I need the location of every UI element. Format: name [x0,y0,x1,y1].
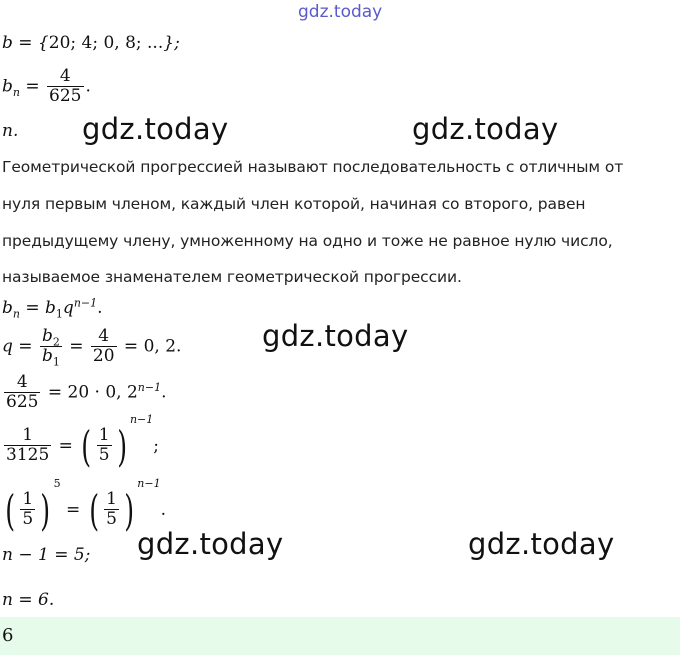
eq5-end: . [160,500,166,520]
paren-open: ( [81,421,92,471]
eq3-numerator: 4 [16,372,28,392]
eq3-end: . [161,382,167,403]
eq3-rhs: = 20 · 0, 2 [42,382,138,403]
q-num2: 4 [98,326,110,346]
formula-b: b [2,298,13,318]
q-computation [2,326,182,369]
q-num-b: b [41,326,53,346]
equation-4 [2,413,159,471]
eq3-denominator: 625 [6,391,39,412]
bn-subscript: n [12,86,20,100]
eq4-end: ; [153,436,159,456]
find-n: n. [2,121,19,141]
watermark: gdz.today [82,112,229,146]
watermark: gdz.today [137,527,284,561]
answer-box [0,617,680,655]
eq4-eq: = [53,436,79,456]
eq5-denominator-1: 5 [22,509,34,530]
watermark: gdz.today [262,319,409,353]
eq4-fraction [4,427,51,465]
formula-end: . [97,298,103,318]
eq5-eq: = [60,500,86,520]
formula-sub-1: 1 [55,307,63,321]
paren-close: ) [124,485,135,535]
equation-5 [2,477,166,535]
eq5-exponent-2: n−1 [137,477,161,490]
eq5-numerator-1: 1 [22,489,34,510]
q-eq1: = [63,336,89,357]
eq4-denominator: 3125 [6,445,50,466]
definition-line-2: нуля первым членом, каждый член которой, начиная со второго, равен [2,195,586,213]
q-num-sub: 2 [52,335,60,349]
watermark: gdz.today [412,112,559,146]
equation-6: n − 1 = 5; [2,545,91,565]
bn-numerator: 4 [59,66,71,86]
formula-sub-n: n [12,307,20,321]
paren-close: ) [40,485,51,535]
paren-close: ) [116,421,127,471]
bn-fraction [47,68,83,106]
given-bn [2,68,91,106]
eq5-fraction-1 [20,491,35,529]
eq5-fraction-2 [104,491,119,529]
eq5-denominator-2: 5 [106,509,117,530]
eq4-inner-fraction [97,427,112,465]
seq-prefix: b = { [2,33,49,53]
eq3-exponent: n−1 [137,381,162,395]
watermark-top: gdz.today [298,2,383,22]
eq4-numerator: 1 [22,425,34,446]
eq5-numerator-2: 1 [106,489,117,510]
bn-symbol: b [2,76,13,97]
q-den2: 20 [92,345,115,366]
formula-eq: = b [19,298,56,318]
equation-3 [2,374,167,412]
formula-exponent: n−1 [73,296,98,310]
q-result: = 0, 2. [118,336,182,357]
seq-suffix: }; [163,33,180,53]
watermark: gdz.today [468,527,615,561]
definition-line-4: называемое знаменателем геометрической прогрессии. [2,268,462,286]
eq4-exponent: n−1 [129,413,154,426]
q-label: q = [2,336,38,357]
formula-q: q [62,298,74,318]
definition-line-1: Геометрической прогрессией называют последовательность с отличным от [2,158,624,176]
bn-denominator: 625 [49,85,82,106]
given-sequence [2,33,180,53]
eq4-inner-numerator: 1 [98,425,110,446]
q-den-b: b [41,345,53,366]
q-value-fraction [91,328,117,366]
answer-value: 6 [2,625,14,646]
equation-7: n = 6. [2,590,55,610]
eq4-inner-denominator: 5 [98,445,110,466]
eq3-fraction [4,374,40,412]
eq5-exponent-1: 5 [53,477,61,490]
formula-general-term [2,296,103,321]
q-den-sub: 1 [52,355,60,369]
paren-open: ( [5,485,16,535]
seq-values: 20; 4; 0, 8; ... [48,33,164,53]
q-ratio-fraction [40,326,62,369]
paren-open: ( [88,485,99,535]
bn-end: . [85,76,91,97]
bn-equals: = [19,76,46,97]
definition-line-3: предыдущему члену, умноженному на одно и тоже не равное нулю число, [2,232,613,250]
